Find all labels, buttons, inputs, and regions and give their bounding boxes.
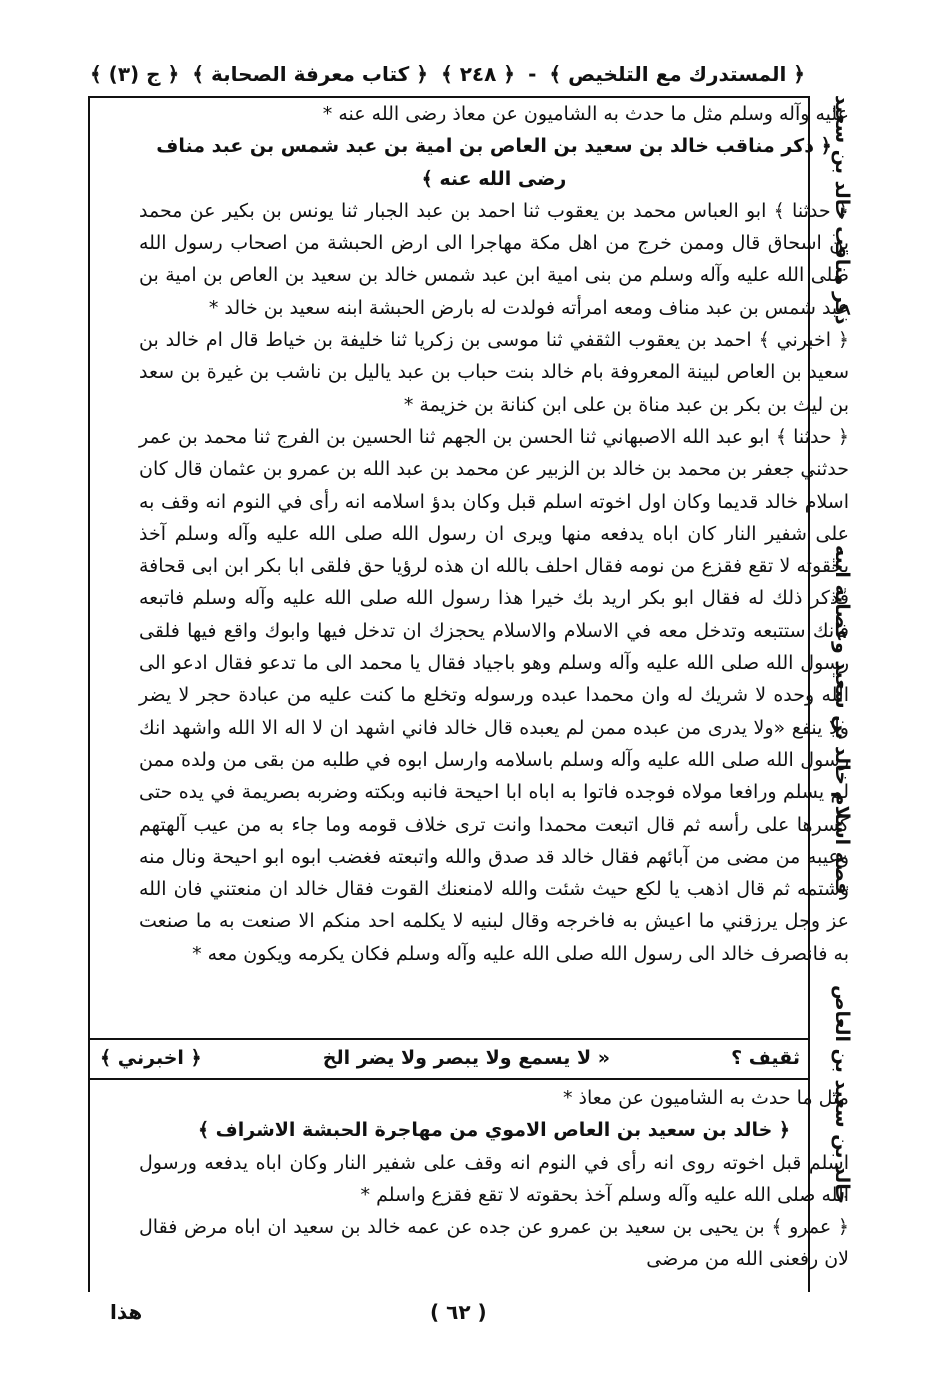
paragraph: ﴿ عمرو ﴾ بن يحيى بن سعيد بن عمرو عن جده عن عمه خالد بن سعيد ان اباه مرض فقال لان رفعنى الله من مرضى — [139, 1216, 849, 1271]
header-section: ﴿ كتاب معرفة الصحابة ﴾ — [192, 62, 428, 86]
header-book-title: ﴿ المستدرك مع التلخيص ﴾ — [549, 62, 805, 86]
header-page-number: ﴿ ٢٤٨ ﴾ — [441, 62, 516, 86]
paragraph: ﴿ اخبرني ﴾ احمد بن يعقوب الثقفي ثنا موسى بن زكريا ثنا خليفة بن خياط قال ام خالد بن سعيد بن العاص لبينة المعروفة بام خالد بنت حباب بن عبد ياليل بن ناشب بن غيرة بن سعد بن ليث بن بكر بن عبد مناة بن على ابن كنانة بن خزيمة * — [139, 329, 849, 416]
footnote-row — [100, 1040, 800, 1076]
margin-note: خالد بن سعيد بن العاص — [831, 985, 853, 1205]
section-heading: ﴿ خالد بن سعيد بن العاص الاموي من مهاجرة الحبشة الاشراف ﴾ — [197, 1119, 791, 1142]
catchword: هذا — [110, 1300, 143, 1324]
footnote-right: ثقيف ؟ — [731, 1047, 800, 1069]
divider — [88, 1078, 808, 1080]
footnote-left: ﴿ اخبرني ﴾ — [100, 1047, 202, 1069]
running-header — [90, 52, 805, 96]
footer-page-number: ( ٦٢ ) — [430, 1300, 487, 1324]
main-text — [139, 98, 849, 970]
summary-text — [139, 1082, 849, 1276]
header-dash: - — [528, 62, 537, 86]
page-footer — [110, 1292, 810, 1332]
header-volume: ﴿ ج (٣) ﴾ — [90, 62, 180, 86]
footnote-middle: « لا يسمع ولا يبصر ولا يضر الخ — [322, 1047, 611, 1069]
margin-note: قصة اسلام خالد بن سعيد وعصابة ابيه — [831, 545, 853, 895]
paragraph: ﴿ حدثنا ﴾ ابو العباس محمد بن يعقوب ثنا احمد بن عبد الجبار ثنا يونس بن بكير عن محمد بن اسحاق قال وممن خرج من اهل مكة مهاجرا الى ارض الحبشة من اصحاب رسول الله صلى الله عليه وآله وسلم من بنى امية ابن عبد شمس خالد بن سعيد بن العاص بن امية بن عبد شمس بن عبد مناف ومعه امرأته فولدت له بارض الحبشة ابنه سعيد بن خالد * — [139, 199, 849, 319]
margin-note: ذكر مناقب خالد بن سعيد — [831, 95, 853, 325]
paragraph: عليه وآله وسلم مثل ما حدث به الشاميون عن معاذ رضى الله عنه * — [322, 103, 849, 125]
paragraph: اسلم قبل اخوته روى انه رأى في النوم انه وقف على شفير النار وكان اباه يدفعه ورسول الله صلى الله عليه وآله وسلم آخذ بحقوته لا تقع فقزع واسلم * — [139, 1151, 849, 1206]
section-heading: ﴿ ذكر مناقب خالد بن سعيد بن العاص بن امية بن عبد شمس بن عبد مناف رضى الله عنه ﴾ — [156, 135, 832, 190]
paragraph: ﴿ حدثنا ﴾ ابو عبد الله الاصبهاني ثنا الحسن بن الجهم ثنا الحسين بن الفرج ثنا محمد بن عمر حدثني جعفر بن محمد بن خالد بن الزبير عن محمد بن عبد الله بن عمرو بن عثمان قال كان اسلام خالد قديما وكان اول اخوته اسلم قبل وكان بدؤ اسلامه انه رأى في النوم انه وقف به على شفير النار كان اباه يدفعه منها ويرى ان رسول الله صلى الله عليه وآله وسلم آخذ بحقوته لا تقع فقزع من نومه فقال احلف بالله ان هذه لرؤيا حق فلقى ابا بكر ابن ابى قحافة فذكر ذلك له فقال ابو بكر اريد بك خيرا هذا رسول الله صلى الله عليه وآله وسلم فاتبعه فانك ستتبعه وتدخل معه في الاسلام والاسلام يحجزك ان تدخل فيها وابوك واقع فيها فلقى رسول الله صلى الله عليه وآله وسلم وهو باجياد فقال يا محمد الى ما تدعو فقال ادعو الى الله وحده لا شريك له وان محمدا عبده ورسوله وتخلع ما كنت عليه من عبادة حجر لا يضر ولا ينفع «ولا يدرى من عبده ممن لم يعبده قال خالد فاني اشهد ان لا اله الا الله واشهد انك رسول الله صلى الله عليه وآله وسلم باسلامه وارسل ابوه في طلبه من بقى من ولده ممن لم يسلم ورافعا مولاه فوجده فاتوا به اباه ابا احيحة فانبه وبكته وضربه بصريمة في يده حتى كسرها على رأسه ثم قال اتبعت محمدا وانت ترى خلاف قومه وما جاء به من عيب آلهتهم وعيبه من مضى من آبائهم فقال خالد قد صدق والله واتبعته فغضب ابوه ابو احيحة ونال منه وشتمه ثم قال اذهب يا لكع حيث شئت والله لامنعنك القوت فقال خالد ان منعتني فان الله عز وجل يرزقني ما اعيش به فاخرجه وقال لبنيه لا يكلمه احد منكم الا صنعت به ما صنعت به فانصرف خالد الى رسول الله صلى الله عليه وآله وسلم فكان يكرمه ويكون معه * — [139, 425, 849, 965]
paragraph: مثل ما حدث به الشاميون عن معاذ * — [562, 1087, 849, 1109]
